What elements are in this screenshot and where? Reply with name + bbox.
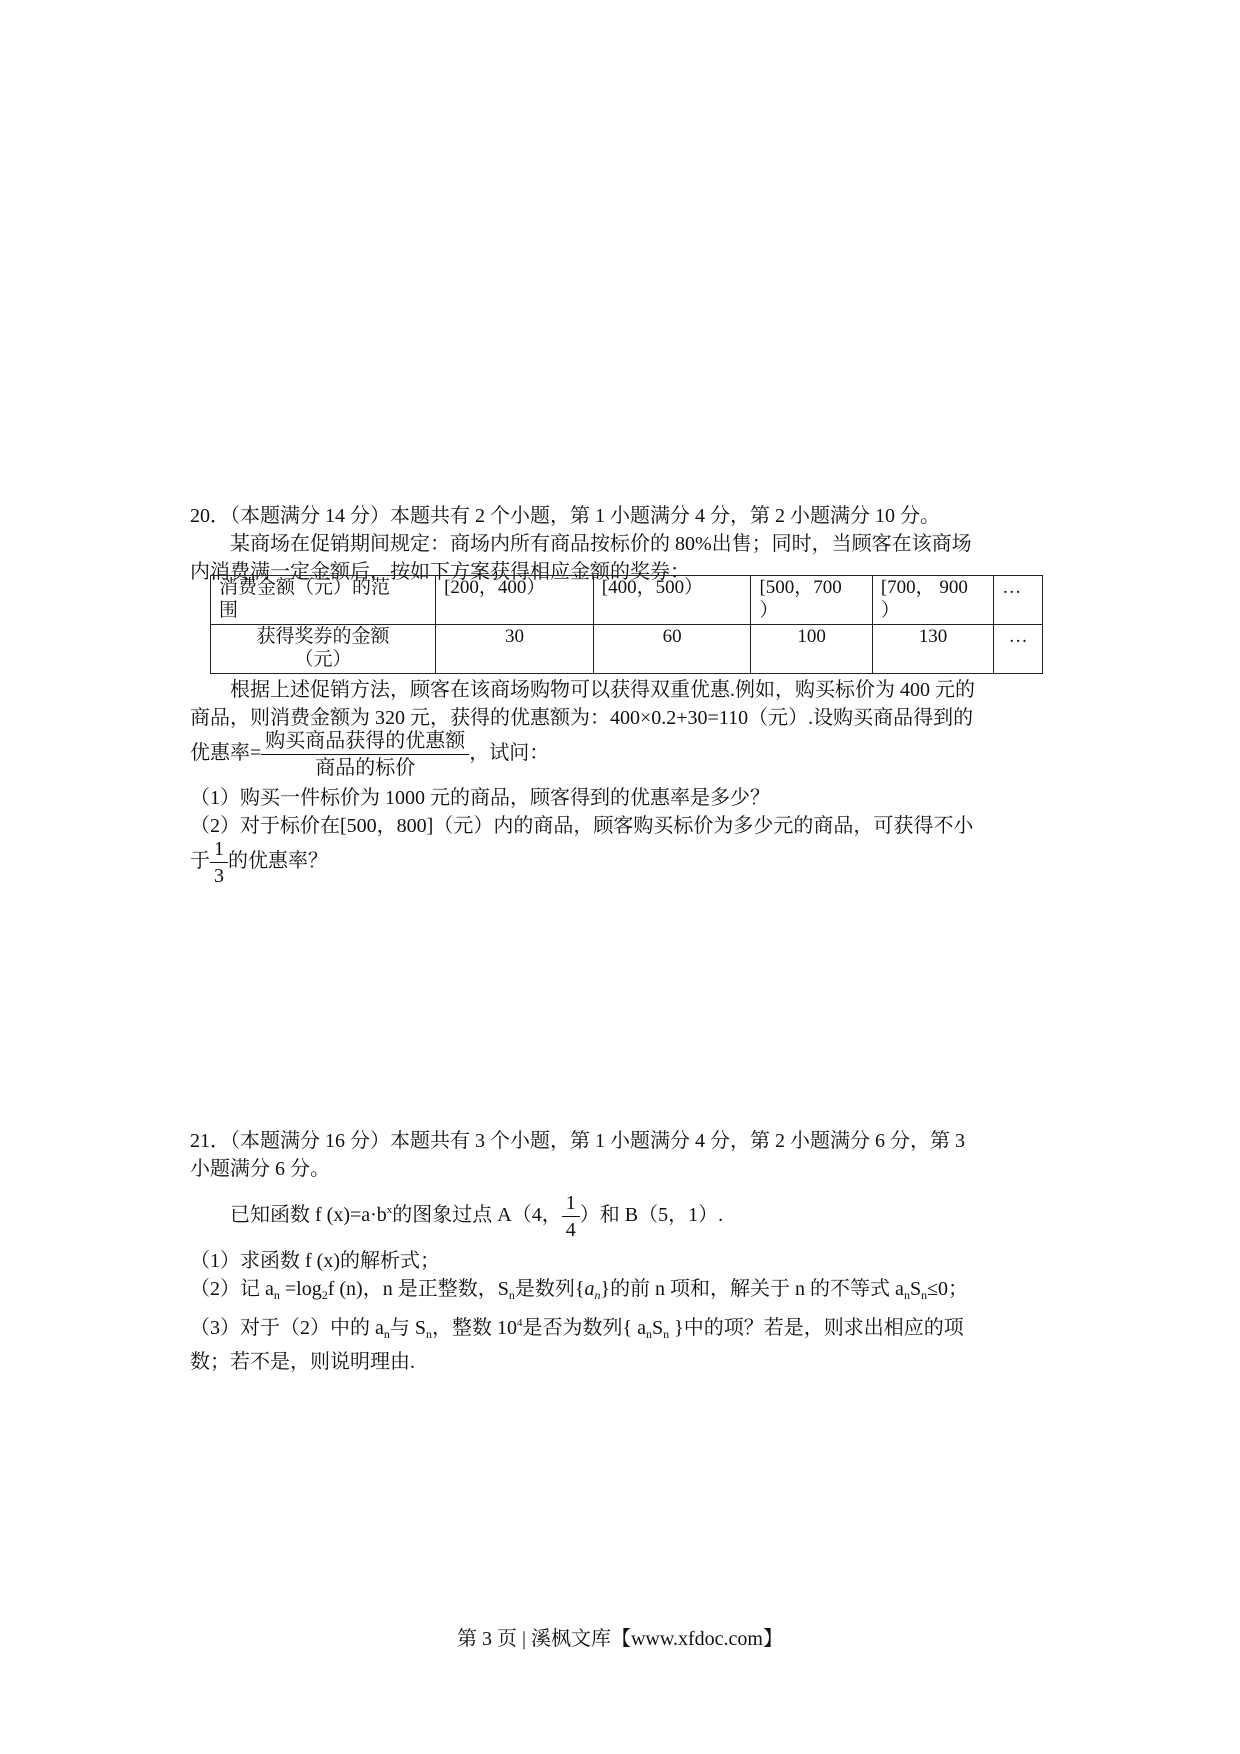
q21-parts [190,1247,1060,1376]
table-row [211,576,1043,625]
table-cell [436,625,594,674]
text: 的前 n 项和，解关于 n 的不等式 a [610,1278,904,1300]
subscript: n [663,1327,670,1341]
q20-header: 20．（本题满分 14 分）本题共有 2 个小题，第 1 小题满分 4 分，第 2 小题满分 10 分。 [190,505,940,527]
table-header-text: 获得奖券的金额 [256,626,390,647]
question-21 [190,1127,1060,1183]
table-cell [436,576,594,625]
sequence-symbol: a [584,1278,595,1300]
subscript: n [383,1327,390,1341]
table-cell-text: ） [759,600,779,621]
table-cell [751,625,872,674]
table-header-text: （元） [294,649,352,670]
fraction-numerator: 1 [565,1192,576,1214]
fraction-denominator: 4 [562,1216,580,1243]
q20-part1: （1）购买一件标价为 1000 元的商品，顾客得到的优惠率是多少？ [190,787,770,809]
table-row [211,625,1043,674]
table-cell-text: [400，500） [601,577,704,598]
table-header-cell [211,625,436,674]
table-cell-text: … [1008,626,1028,647]
table-header-text: 围 [219,600,239,621]
fraction-numerator: 1 [214,838,224,860]
table-cell-text: [200，400） [444,577,546,598]
q21-given [190,1190,1100,1243]
text: 是否为数列{ a [522,1317,646,1339]
text: f (n)，n 是正整数，S [327,1278,509,1300]
q20-rate-formula [190,728,1060,781]
part2-prefix: 于 [190,850,210,873]
table-cell-text: ） [880,600,900,621]
given-text: 已知函数 f (x)=a·b [230,1204,387,1227]
one-third-fraction [210,836,228,889]
rate-numerator: 购买商品获得的优惠额 [265,730,466,752]
table-cell-text: … [1002,577,1022,598]
q21-part2 [190,1275,1060,1309]
rate-denominator: 商品的标价 [261,754,469,781]
text: 是数列 [514,1278,575,1300]
table-cell [751,576,872,625]
rate-fraction [261,728,469,781]
q20-parts [190,784,1060,840]
sequence-brace: } [600,1278,611,1300]
q20-intro-line1: 某商场在促销期间规定：商场内所有商品按标价的 80%出售；同时，当顾客在该商场 [230,533,972,555]
table-cell [994,576,1043,625]
table-header-cell [211,576,436,625]
table-header-text: 消费金额（元）的范 [219,577,391,598]
table-cell-text: 130 [918,626,948,647]
text: =log [279,1278,322,1300]
table-cell [593,576,751,625]
q21-part1: （1）求函数 f (x)的解析式； [190,1250,440,1272]
text: S [652,1317,664,1339]
subscript: n [921,1288,928,1302]
quarter-fraction [562,1190,580,1243]
table-cell [593,625,751,674]
fraction-denominator: 3 [210,862,228,889]
q20-part2-line1: （2）对于标价在[500，800]（元）内的商品，顾客购买标价为多少元的商品，可获得不小 [190,815,974,837]
table-cell-text: [500，700 [759,577,842,598]
table-cell-text: 30 [504,626,524,647]
subscript: 2 [321,1288,328,1302]
table-cell-text: [700， 900 [880,577,968,598]
exponent: x [386,1204,393,1217]
question-20 [190,502,1060,586]
text: ，整数 10 [432,1317,518,1339]
subscript: n [646,1327,652,1341]
q20-example [190,676,1060,732]
subscript: n [594,1288,601,1302]
page-footer: 第 3 页 | 溪枫文库【www.xfdoc.com】 [456,1628,783,1650]
table-cell [872,625,993,674]
text: （2）记 a [190,1278,274,1300]
text: }中的项？若是，则求出相应的项 [669,1317,964,1339]
subscript: n [426,1327,433,1341]
table-cell-text: 60 [662,626,682,647]
q20-intro-line2: 内消费满一定金额后，按如下方案获得相应金额的奖券： [190,561,690,583]
coupon-table [210,575,1043,674]
part2-suffix: 的优惠率？ [228,850,328,873]
q20-part2-line2 [190,836,1060,889]
rate-prefix: 优惠率= [190,742,262,765]
q20-para-line1: 根据上述促销方法，顾客在该商场购物可以获得双重优惠.例如，购买标价为 400 元的 [230,679,975,701]
q21-part3-line1 [190,1309,1060,1348]
given-text: ）和 B（5，1）. [579,1204,724,1227]
q20-para-line2: 商品，则消费金额为 320 元，获得的优惠额为：400×0.2+30=110（元）.设购买商品得到的 [190,707,974,729]
text: ≤0； [927,1278,969,1300]
subscript: n [903,1288,910,1302]
text: S [909,1278,922,1300]
text: （3）对于（2）中的 a [190,1317,384,1339]
sequence-brace: { [574,1278,585,1300]
rate-suffix: ，试问： [469,742,550,765]
subscript: n [508,1288,515,1302]
superscript: 4 [517,1317,523,1329]
given-text: 的图象过点 A（4， [392,1204,562,1227]
q21-header-line2: 小题满分 6 分。 [190,1158,330,1180]
table-cell [872,576,993,625]
q21-part3-line2: 数；若不是，则说明理由. [190,1351,415,1373]
q21-header-line1: 21．（本题满分 16 分）本题共有 3 个小题，第 1 小题满分 4 分，第 2 小题满分 6 分，第 3 [190,1130,965,1152]
subscript: n [273,1288,280,1302]
table-cell [994,625,1043,674]
text: 与 S [389,1317,427,1339]
table-cell-text: 100 [797,626,826,647]
